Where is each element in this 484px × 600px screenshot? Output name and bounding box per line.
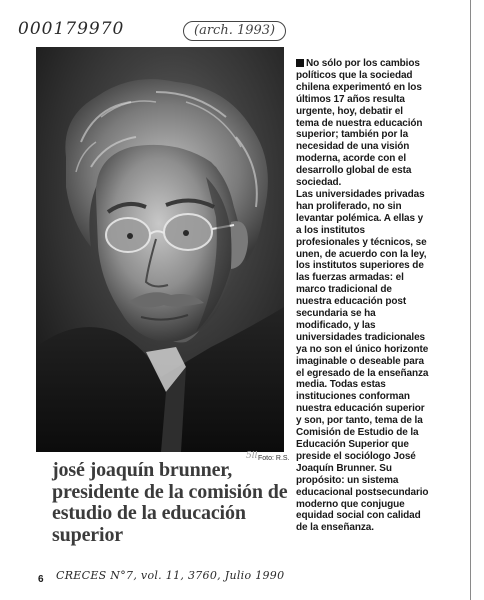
article-line-text: equidad social con calidad	[296, 510, 421, 522]
article-line-text: Las universidades privadas	[296, 188, 425, 200]
article-line-text: chilena experimentó en los	[296, 81, 422, 93]
article-line	[296, 165, 468, 177]
article-line	[296, 70, 468, 82]
article-line	[296, 379, 468, 391]
article-line	[296, 439, 468, 451]
article-line	[296, 118, 468, 130]
article-line	[296, 451, 468, 463]
article-line-text: universidades tradicionales	[296, 331, 426, 343]
headline	[52, 460, 292, 546]
article-line	[296, 344, 468, 356]
headline-line: josé joaquín brunner,	[52, 459, 233, 481]
portrait-illustration	[36, 47, 284, 452]
article-line-text: superior; también por la	[296, 129, 409, 141]
headline-line: presidente de la comisión de	[52, 480, 288, 503]
article-line-text: a los institutos	[296, 224, 365, 236]
article-line-text: moderna, acorde con el	[296, 153, 407, 165]
article-line-text: Educación Superior que	[296, 439, 409, 450]
article-line	[296, 249, 468, 261]
article-line-text: Comisión de Estudio de la	[296, 427, 419, 439]
article-line	[296, 308, 468, 320]
handwritten-citation: CRECES N°7, vol. 11, 3760, Julio 1990	[56, 569, 285, 582]
article-line	[296, 487, 468, 499]
article-line-text: Joaquín Brunner. Su	[296, 462, 392, 474]
article-line-text: urgente, hoy, debatir el	[296, 105, 403, 117]
article-line	[296, 415, 468, 427]
catalog-note: (arch. 1993)	[183, 21, 286, 41]
article-line	[296, 463, 468, 475]
article-line-text: de la enseñanza.	[296, 522, 374, 534]
article-line	[296, 510, 468, 522]
article-line-text: marco tradicional de	[296, 284, 392, 296]
article-line-text: No sólo por los cambios	[306, 58, 420, 69]
article-line	[296, 189, 468, 201]
article-line	[296, 296, 468, 308]
article-line-text: nuestra educación superior	[296, 403, 425, 415]
article-line	[296, 141, 468, 153]
article-line-text: moderno que conjugue	[296, 498, 405, 510]
article-line-text: tema de nuestra educación	[296, 117, 423, 129]
article-line-text: secundaria se ha	[296, 308, 376, 320]
article-line	[296, 356, 468, 368]
page-number: 6	[38, 574, 44, 585]
article-line-text: unen, de acuerdo con la ley,	[296, 248, 427, 260]
article-line	[296, 153, 468, 165]
article-line-text: y son, por tanto, tema de la	[296, 415, 423, 427]
article-line	[296, 237, 468, 249]
catalog-number: 000179970	[18, 19, 125, 39]
article-line-text: instituciones conforman	[296, 391, 410, 403]
article-line-text: políticos que la sociedad	[296, 69, 413, 81]
article-line	[296, 475, 468, 487]
article-line	[296, 499, 468, 511]
article-line	[296, 391, 468, 403]
article-line	[296, 201, 468, 213]
article-line	[296, 177, 468, 189]
article-line	[296, 284, 468, 296]
article-line-text: preside el sociólogo José	[296, 450, 416, 462]
photo-credit: Foto: R.S.	[258, 455, 290, 462]
article-line	[296, 332, 468, 344]
article-paragraph-2	[296, 189, 468, 534]
headline-line: estudio de la educación	[52, 502, 246, 524]
article-line	[296, 403, 468, 415]
article-line-text: media. Todas estas	[296, 379, 386, 391]
article-line-text: nuestra educación post	[296, 296, 407, 308]
article-line-text: necesidad de una visión	[296, 141, 410, 153]
article-line	[296, 427, 468, 439]
article-line-text: sociedad.	[296, 177, 342, 189]
article-line-text: últimos 17 años resulta	[296, 93, 405, 105]
article-line	[296, 106, 468, 118]
headline-line: superior	[52, 523, 124, 546]
article-line	[296, 82, 468, 94]
article-line	[296, 213, 468, 225]
article-body	[296, 58, 468, 534]
article-line	[296, 225, 468, 237]
article-line-text: las fuerzas armadas: el	[296, 272, 404, 284]
article-line	[296, 94, 468, 106]
article-line-text: profesionales y técnicos, se	[296, 236, 427, 248]
square-bullet-icon	[296, 59, 304, 67]
scan-edge	[470, 0, 471, 600]
stamp-mark: 5ll	[246, 451, 258, 461]
article-line	[296, 129, 468, 141]
article-line-text: han proliferado, no sin	[296, 200, 402, 212]
article-line-text: modificado, y las	[296, 319, 376, 331]
article-line	[296, 368, 468, 380]
article-line-text: ya no son el único horizonte	[296, 343, 429, 355]
article-line	[296, 320, 468, 332]
article-line-text: educacional postsecundario	[296, 486, 429, 498]
article-line-text: levantar polémica. A ellas y	[296, 212, 424, 224]
article-paragraph-1	[296, 58, 468, 189]
article-line	[296, 260, 468, 272]
article-line-text: imaginable o deseable para	[296, 355, 425, 367]
article-line-text: desarrollo global de esta	[296, 165, 412, 177]
article-line	[296, 522, 468, 534]
portrait-photo	[36, 47, 284, 452]
article-line	[296, 58, 468, 70]
article-line-text: los institutos superiores de	[296, 260, 424, 272]
article-line-text: propósito: un sistema	[296, 474, 399, 486]
article-line	[296, 272, 468, 284]
article-line-text: el egresado de la enseñanza	[296, 367, 429, 379]
